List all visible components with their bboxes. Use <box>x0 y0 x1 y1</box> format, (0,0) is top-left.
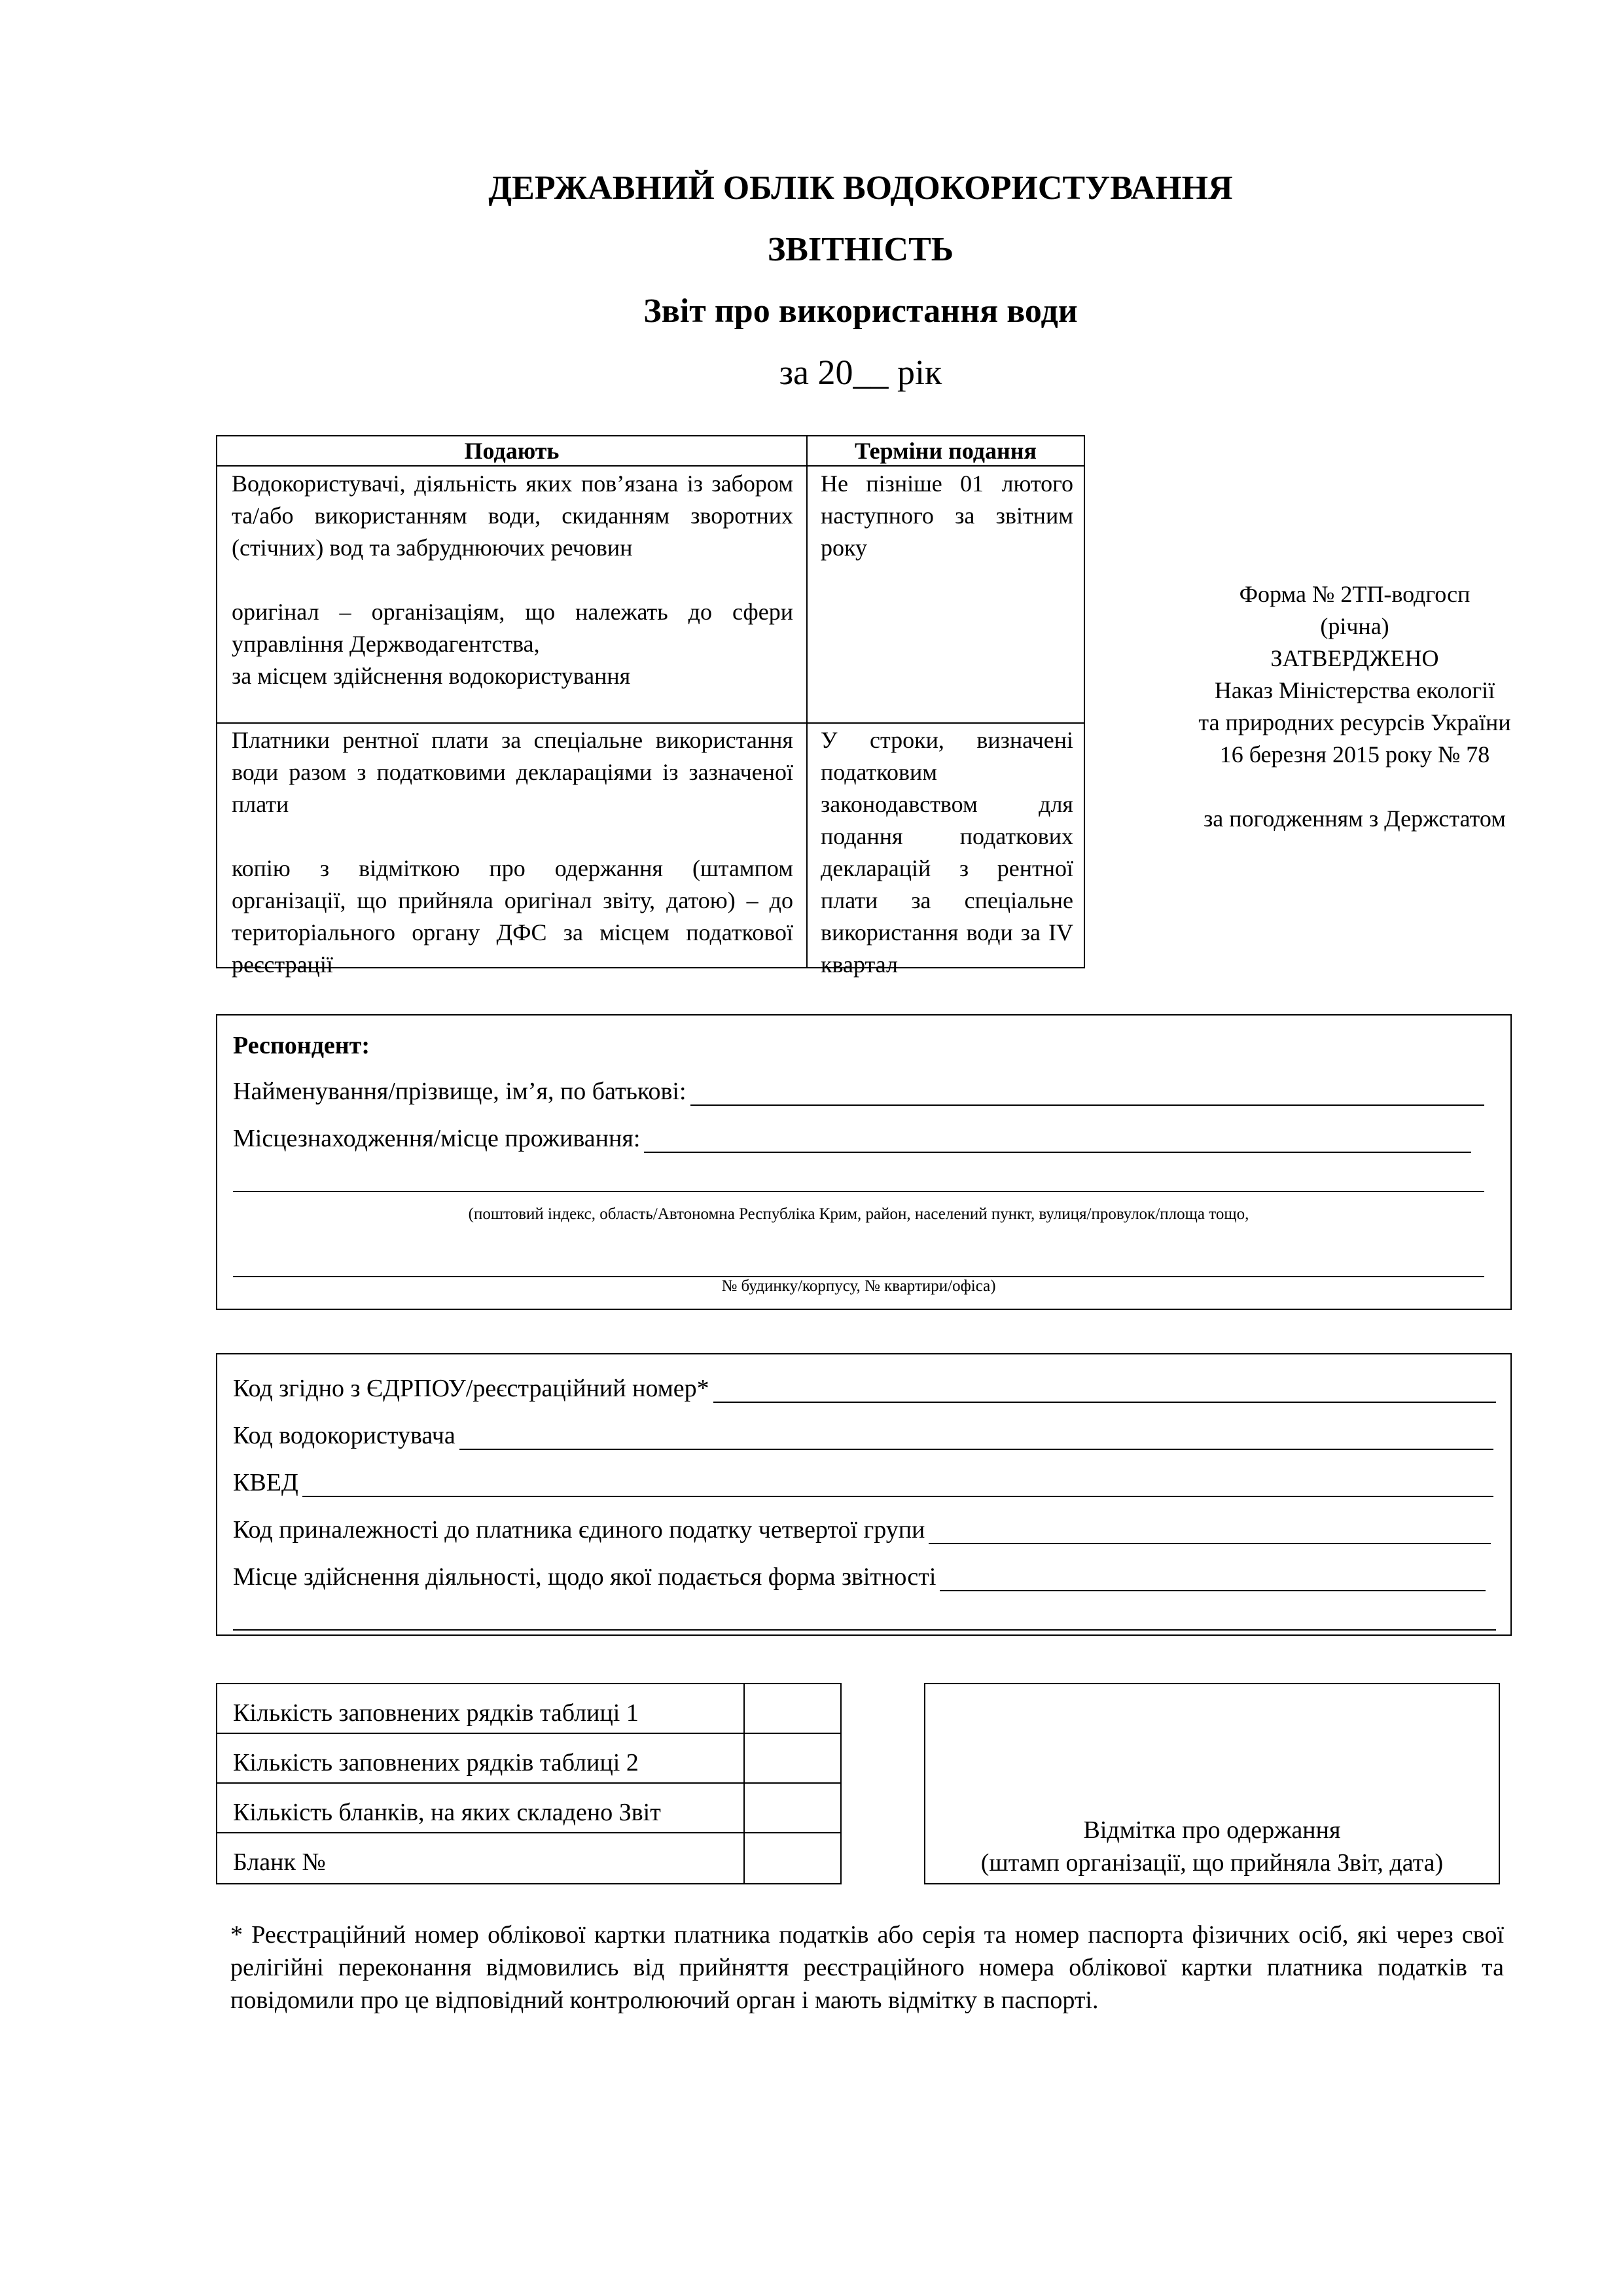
respondent-name-row <box>233 1077 1484 1106</box>
kved-field[interactable] <box>302 1472 1493 1497</box>
respondent-title: Респондент: <box>233 1032 370 1059</box>
activity-place-line-2[interactable] <box>233 1629 1496 1631</box>
respondent-location-field[interactable] <box>644 1128 1471 1153</box>
respondent-name-label: Найменування/прізвище, ім’я, по батькові: <box>233 1078 687 1105</box>
row-2-submitters: Платники рентної плати за спеціальне використання води разом з податковими деклараціями із зазначеної плати копію з відміткою про одержання (штампом організації, що прийняла оригінал звіту, датою) – до територіального органу ДФС за місцем податкової реєстрації <box>232 727 793 978</box>
agreement-note: за погодженням з Держстатом <box>1204 805 1506 832</box>
address-note-2: № будинку/корпусу, № квартири/офіса) <box>721 1277 996 1295</box>
kved-row <box>233 1468 1493 1497</box>
row-1-submitters: Водокористувачі, діяльність яких пов’язана із забором та/або використанням води, скиданням зворотних (стічних) вод та забруднюючих речовин оригінал – організаціям, що належать до сфери управління Держводагентства, за місцем здійснення водокористування <box>232 470 793 689</box>
water-user-code-field[interactable] <box>459 1425 1493 1450</box>
tax-group-field[interactable] <box>929 1519 1491 1544</box>
stamp-note: (штамп організації, що прийняла Звіт, дата) <box>980 1849 1444 1877</box>
codes-section <box>216 1353 1512 1636</box>
respondent-location-row <box>233 1124 1471 1153</box>
approved-label: ЗАТВЕРДЖЕНО <box>1270 645 1439 671</box>
row-2-deadline: У строки, визначені податковим законодавством для подання податкових декларацій з рентної плати за спеціальне використання води за IV квартал <box>821 727 1073 978</box>
water-user-code-row <box>233 1421 1493 1450</box>
form-number: Форма № 2ТП-водгосп <box>1239 581 1471 607</box>
footnote: * Реєстраційний номер облікової картки платника податків або серія та номер паспорта фізичних осіб, які через свої релігійні переконання відмовились від прийняття реєстраційного номера облікової картки платника податків та повідомили про це відповідний контролюючий орган і мають відмітку в паспорті. <box>230 1921 1504 2014</box>
tax-group-row <box>233 1515 1491 1544</box>
document-title: ДЕРЖАВНИЙ ОБЛІК ВОДОКОРИСТУВАННЯ <box>488 169 1233 207</box>
stamp-label: Відмітка про одержання <box>1083 1816 1341 1844</box>
kved-label: КВЕД <box>233 1469 298 1496</box>
activity-place-label: Місце здійснення діяльності, щодо якої подається форма звітності <box>233 1563 936 1591</box>
water-user-code-label: Код водокористувача <box>233 1422 455 1449</box>
tax-group-label: Код приналежності до платника єдиного податку четвертої групи <box>233 1516 925 1544</box>
count-cell-table-2[interactable] <box>745 1734 842 1782</box>
count-label-blank-number: Бланк № <box>233 1848 326 1876</box>
address-note-1: (поштовий індекс, область/Автономна Республіка Крим, район, населений пункт, вулиця/провулок/площа тощо, <box>468 1205 1249 1223</box>
document-subtitle: ЗВІТНІСТЬ <box>767 231 954 268</box>
respondent-location-label: Місцезнаходження/місце проживання: <box>233 1125 641 1152</box>
col-header-submitters: Подають <box>464 438 560 464</box>
activity-place-field[interactable] <box>940 1566 1486 1591</box>
report-period: за 20__ рік <box>779 353 942 392</box>
edrpou-row <box>233 1374 1496 1403</box>
count-cell-blank-number[interactable] <box>745 1833 842 1883</box>
form-approval-info: Форма № 2ТП-водгосп (річна) ЗАТВЕРДЖЕНО Наказ Міністерства екології та природних ресурсів України 16 березня 2015 року № 78 за погодженням з Держстатом <box>1099 578 1610 835</box>
count-cell-blanks[interactable] <box>745 1784 842 1832</box>
respondent-name-field[interactable] <box>690 1081 1484 1106</box>
address-line-1[interactable] <box>233 1191 1484 1192</box>
count-label-table-2: Кількість заповнених рядків таблиці 2 <box>233 1749 639 1776</box>
activity-place-row <box>233 1563 1486 1591</box>
count-label-table-1: Кількість заповнених рядків таблиці 1 <box>233 1699 639 1727</box>
edrpou-field[interactable] <box>713 1378 1496 1403</box>
count-label-blanks: Кількість бланків, на яких складено Звіт <box>233 1799 661 1826</box>
respondent-section <box>216 1014 1512 1310</box>
col-header-deadlines: Терміни подання <box>855 438 1037 464</box>
edrpou-label: Код згідно з ЄДРПОУ/реєстраційний номер* <box>233 1375 709 1402</box>
row-1-deadline: Не пізніше 01 лютого наступного за звітним року <box>821 470 1073 561</box>
form-frequency: (річна) <box>1320 613 1389 639</box>
submission-table <box>216 435 1085 978</box>
count-cell-table-1[interactable] <box>745 1684 842 1733</box>
receipt-stamp-box[interactable] <box>924 1683 1500 1884</box>
report-name: Звіт про використання води <box>643 292 1078 330</box>
counts-table <box>216 1683 842 1884</box>
